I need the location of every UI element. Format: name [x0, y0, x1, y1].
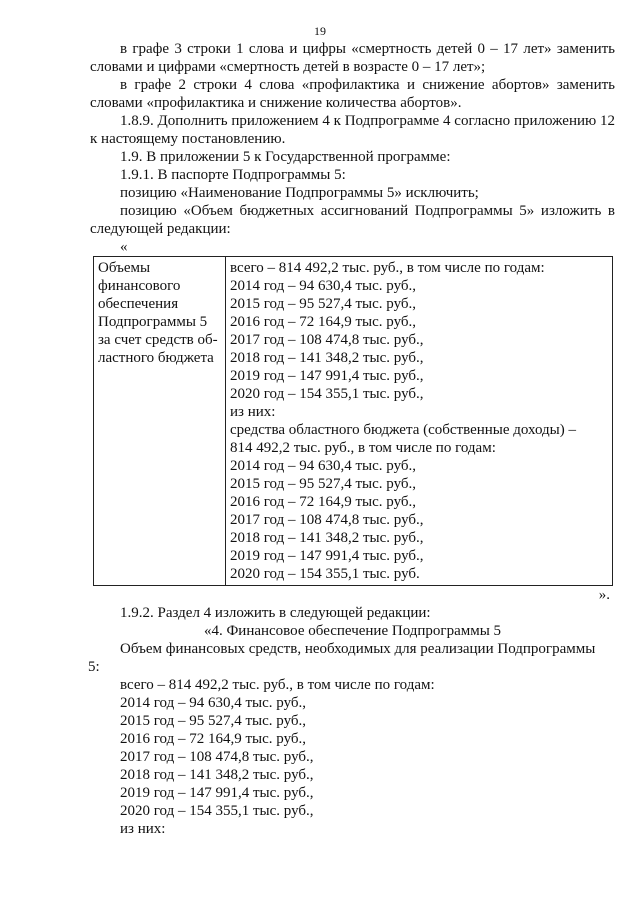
left-cell-line: ластного бюджета	[98, 350, 214, 366]
right-cell-line: 2018 год – 141 348,2 тыс. руб.,	[230, 530, 424, 546]
paragraph: в графе 3 строки 1 слова и цифры «смертность детей 0 – 17 лет» заменить словами и цифрами «смертность детей в возрасте 0 – 17 лет»;	[90, 41, 615, 75]
paragraph: позицию «Наименование Подпрограммы 5» исключить;	[120, 185, 479, 201]
page-number: 19	[314, 24, 326, 38]
close-quote: ».	[598, 587, 610, 603]
right-cell-line: всего – 814 492,2 тыс. руб., в том числе по годам:	[230, 260, 545, 276]
paragraph: в графе 2 строки 4 слова «профилактика и снижение абортов» заменить словами «профилактика и снижение количества абортов».	[90, 77, 615, 111]
right-cell-line: 2014 год – 94 630,4 тыс. руб.,	[230, 458, 417, 474]
right-cell-line: из них:	[230, 404, 276, 420]
table-right-cell	[226, 257, 613, 586]
list-item: 2016 год – 72 164,9 тыс. руб.,	[120, 731, 307, 747]
left-cell-line: Объемы	[98, 260, 151, 276]
paragraph: Объем финансовых средств, необходимых для реализации Подпрограммы	[120, 641, 596, 657]
list-item: всего – 814 492,2 тыс. руб., в том числе по годам:	[120, 677, 435, 693]
left-cell-line: за счет средств об-	[98, 332, 218, 348]
list-item: из них:	[120, 821, 166, 837]
left-cell-line: финансового	[98, 278, 181, 294]
table-row	[94, 257, 613, 586]
right-cell-line: 2019 год – 147 991,4 тыс. руб.,	[230, 548, 424, 564]
right-cell-line: 2019 год – 147 991,4 тыс. руб.,	[230, 368, 424, 384]
right-cell-line: 2017 год – 108 474,8 тыс. руб.,	[230, 332, 424, 348]
financing-table	[93, 256, 613, 586]
paragraph-continuation: 5:	[88, 659, 100, 675]
right-cell-line: 2015 год – 95 527,4 тыс. руб.,	[230, 476, 417, 492]
paragraph: 1.9.1. В паспорте Подпрограммы 5:	[120, 167, 346, 183]
section-title: «4. Финансовое обеспечение Подпрограммы 5	[203, 623, 502, 639]
paragraph: 1.8.9. Дополнить приложением 4 к Подпрограмме 4 согласно приложению 12 к настоящему постановлению.	[90, 113, 615, 147]
right-cell-line: 2016 год – 72 164,9 тыс. руб.,	[230, 314, 417, 330]
paragraph: 1.9.2. Раздел 4 изложить в следующей редакции:	[120, 605, 431, 621]
right-cell-line: 814 492,2 тыс. руб., в том числе по годам:	[230, 440, 496, 456]
right-cell-line: 2015 год – 95 527,4 тыс. руб.,	[230, 296, 417, 312]
right-cell-line: 2014 год – 94 630,4 тыс. руб.,	[230, 278, 417, 294]
list-item: 2017 год – 108 474,8 тыс. руб.,	[120, 749, 314, 765]
right-cell-line: 2017 год – 108 474,8 тыс. руб.,	[230, 512, 424, 528]
right-cell-line: 2020 год – 154 355,1 тыс. руб.	[230, 566, 420, 582]
document-body	[90, 40, 615, 838]
table-left-cell	[94, 257, 226, 586]
paragraph: 1.9. В приложении 5 к Государственной программе:	[120, 149, 451, 165]
list-item: 2014 год – 94 630,4 тыс. руб.,	[120, 695, 307, 711]
list-item: 2015 год – 95 527,4 тыс. руб.,	[120, 713, 307, 729]
right-cell-line: 2016 год – 72 164,9 тыс. руб.,	[230, 494, 417, 510]
open-quote: «	[120, 239, 128, 255]
left-cell-line: Подпрограммы 5	[98, 314, 208, 330]
right-cell-line: 2020 год – 154 355,1 тыс. руб.,	[230, 386, 424, 402]
list-item: 2020 год – 154 355,1 тыс. руб.,	[120, 803, 314, 819]
list-item: 2018 год – 141 348,2 тыс. руб.,	[120, 767, 314, 783]
right-cell-line: 2018 год – 141 348,2 тыс. руб.,	[230, 350, 424, 366]
list-item: 2019 год – 147 991,4 тыс. руб.,	[120, 785, 314, 801]
left-cell-line: обеспечения	[98, 296, 179, 312]
paragraph: позицию «Объем бюджетных ассигнований Подпрограммы 5» изложить в следующей редакции:	[90, 203, 615, 237]
right-cell-line: средства областного бюджета (собственные доходы) –	[230, 422, 577, 438]
